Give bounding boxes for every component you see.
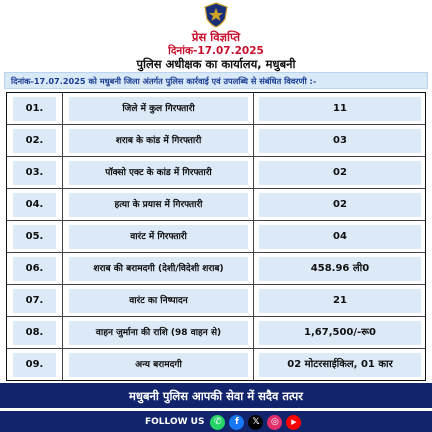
table-row bbox=[7, 189, 425, 221]
row-value: 04 bbox=[259, 225, 421, 249]
table-row bbox=[7, 221, 425, 253]
row-value: 21 bbox=[259, 289, 421, 313]
table-row bbox=[7, 317, 425, 349]
social-follow-row bbox=[145, 414, 301, 430]
whatsapp-icon[interactable]: ✆ bbox=[210, 415, 225, 430]
row-number: 08. bbox=[13, 321, 56, 345]
table-row bbox=[7, 93, 425, 125]
row-value: 03 bbox=[259, 129, 421, 153]
follow-us-label: FOLLOW US bbox=[145, 417, 205, 427]
row-number: 06. bbox=[13, 257, 56, 281]
table-row bbox=[7, 157, 425, 189]
police-emblem-icon bbox=[203, 2, 229, 28]
footer-slogan: मधुबनी पुलिस आपकी सेवा में सदैव तत्पर bbox=[129, 389, 303, 403]
row-description: हत्या के प्रयास में गिरफ्तारी bbox=[69, 193, 248, 217]
row-number: 01. bbox=[13, 97, 56, 121]
row-description: वारंट का निष्पादन bbox=[69, 289, 248, 313]
instagram-icon[interactable]: ◎ bbox=[267, 415, 282, 430]
row-value: 02 bbox=[259, 161, 421, 185]
row-description: जिले में कुल गिरफ्तारी bbox=[69, 97, 248, 121]
table-row bbox=[7, 349, 425, 381]
row-number: 02. bbox=[13, 129, 56, 153]
release-date: दिनांक-17.07.2025 bbox=[168, 45, 264, 57]
row-description: पॉक्सो एक्ट के कांड में गिरफ्तारी bbox=[69, 161, 248, 185]
facebook-icon[interactable]: f bbox=[229, 415, 244, 430]
row-description: शराब के कांड में गिरफ्तारी bbox=[69, 129, 248, 153]
row-value: 02 मोटरसाईकिल, 01 कार bbox=[259, 353, 421, 377]
footer-divider bbox=[0, 408, 432, 411]
row-description: वारंट में गिरफ्तारी bbox=[69, 225, 248, 249]
statistics-table bbox=[6, 92, 426, 381]
row-value: 11 bbox=[259, 97, 421, 121]
youtube-icon[interactable]: ▶ bbox=[286, 415, 301, 430]
row-number: 03. bbox=[13, 161, 56, 185]
row-value: 458.96 ली0 bbox=[259, 257, 421, 281]
press-release-title: प्रेस विज्ञप्ति bbox=[191, 30, 241, 44]
row-number: 04. bbox=[13, 193, 56, 217]
row-number: 09. bbox=[13, 353, 56, 377]
row-description: वाहन जुर्माना की राशि (98 वाहन से) bbox=[69, 321, 248, 345]
row-value: 02 bbox=[259, 193, 421, 217]
x-icon[interactable]: 𝕏 bbox=[248, 415, 263, 430]
row-number: 07. bbox=[13, 289, 56, 313]
office-name: पुलिस अधीक्षक का कार्यालय, मधुबनी bbox=[136, 57, 296, 71]
summary-banner: दिनांक-17.07.2025 को मधुबनी जिला अंतर्गत पुलिस कार्रवाई एवं उपलब्धि से संबंधित विवरणी :- bbox=[4, 72, 428, 89]
table-row bbox=[7, 253, 425, 285]
row-value: 1,67,500/-रू0 bbox=[259, 321, 421, 345]
row-number: 05. bbox=[13, 225, 56, 249]
table-row bbox=[7, 125, 425, 157]
row-description: अन्य बरामदगी bbox=[69, 353, 248, 377]
row-description: शराब की बरामदगी (देशी/विदेशी शराब) bbox=[69, 257, 248, 281]
table-row bbox=[7, 285, 425, 317]
